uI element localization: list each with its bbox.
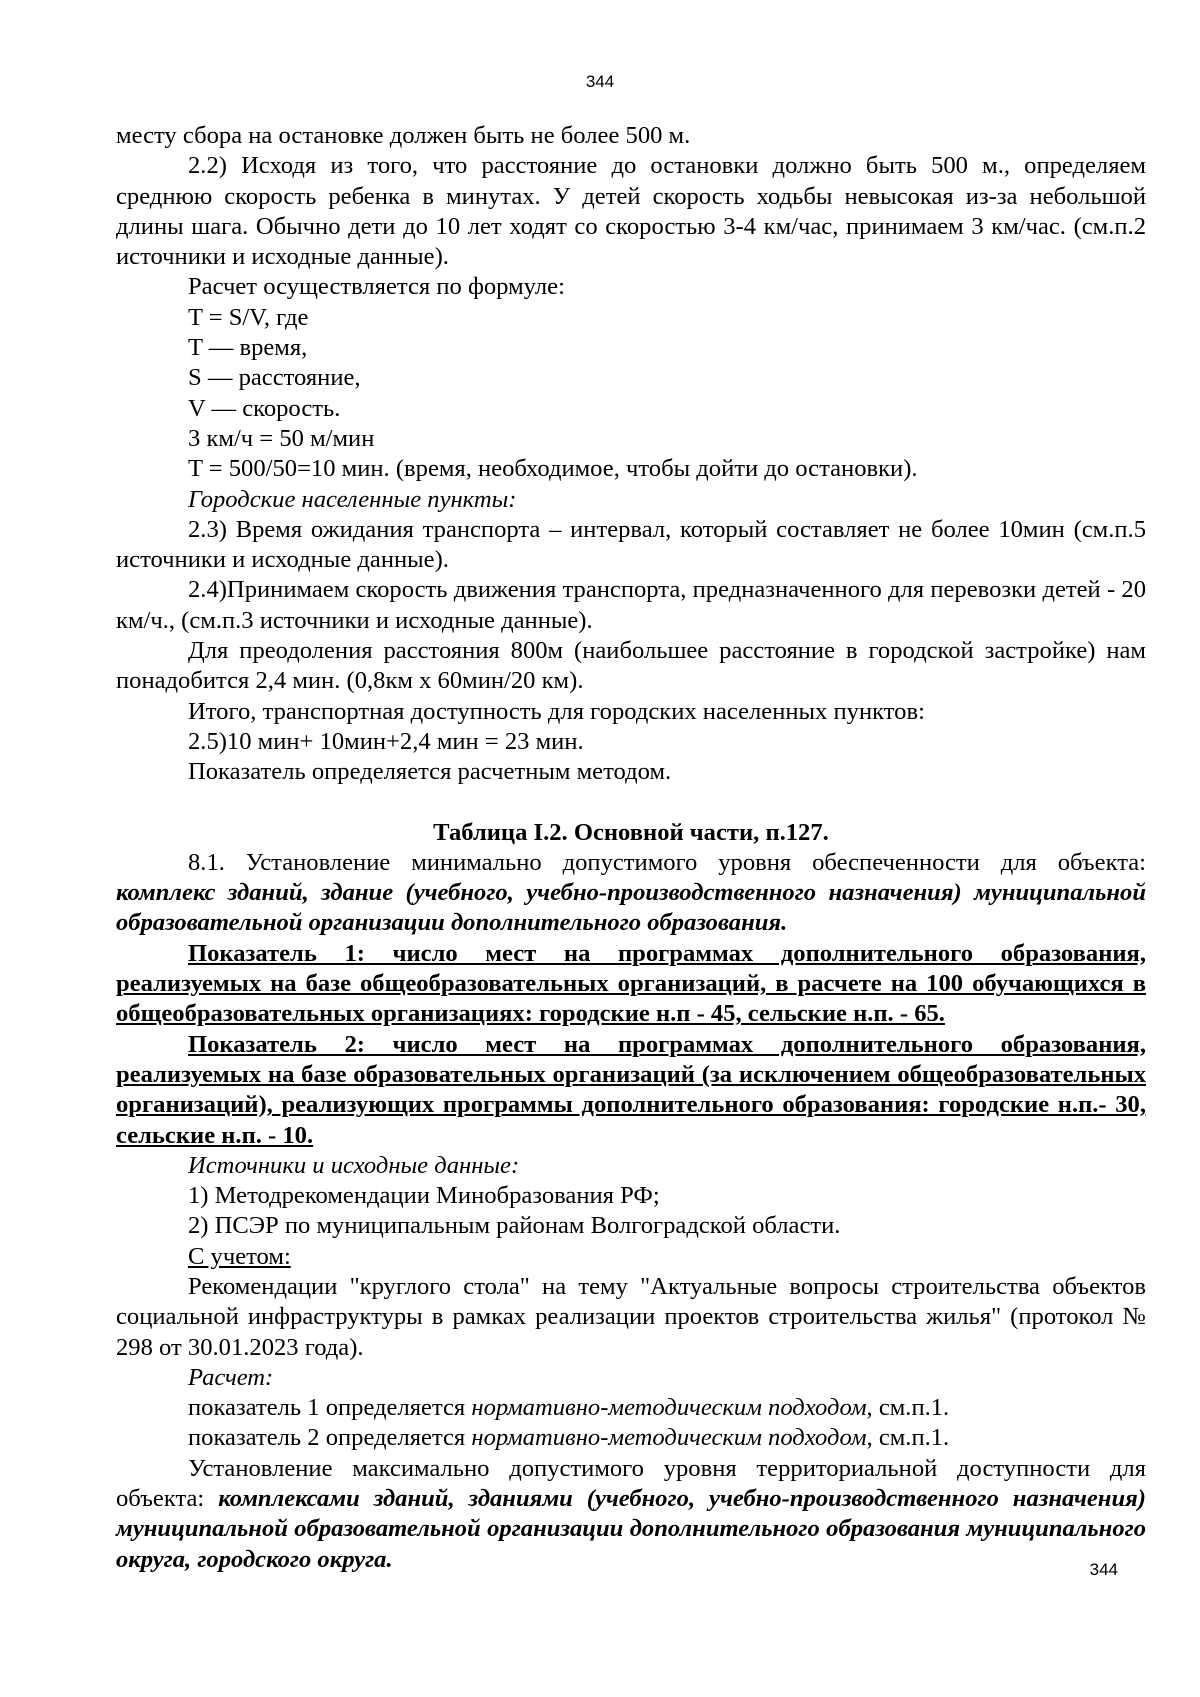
source-item-2: 2) ПСЭР по муниципальным районам Волгоградской области. bbox=[188, 1212, 841, 1240]
document-body bbox=[116, 121, 1146, 1575]
calc-1-method: нормативно-методическим подходом bbox=[471, 1394, 867, 1422]
paragraph-distance: Для преодоления расстояния 800м (наибольшее расстояние в городской застройке) нам понадобится 2,4 мин. (0,8км х 60мин/20 км). bbox=[116, 637, 1146, 695]
paragraph-2-4: 2.4)Принимаем скорость движения транспорта, предназначенного для перевозки детей - 20 км/ч., (см.п.3 источники и исходные данные). bbox=[116, 576, 1146, 634]
calc-2-suffix: , см.п.1. bbox=[866, 1424, 950, 1452]
max-accessibility-object: комплексами зданий, зданиями (учебного, учебно-производственного назначения) муниципальной образовательной организации дополнительного образования муниципального округа, городского округа. bbox=[116, 1485, 1146, 1573]
formula-def-time: T — время, bbox=[188, 334, 308, 362]
calculation-heading: Расчет: bbox=[188, 1363, 274, 1391]
formula-def-speed: V — скорость. bbox=[188, 394, 341, 422]
paragraph-8-1-text: 8.1. Установление минимально допустимого уровня обеспеченности для объекта: bbox=[188, 848, 1146, 876]
indicator-1: Показатель 1: число мест на программах дополнительного образования, реализуемых на базе общеобразовательных организаций, в расчете на 100 обучающихся в общеобразовательных организациях: городские н.п - 45, сельские н.п. - 65. bbox=[116, 939, 1146, 1028]
section-title: Таблица I.2. Основной части, п.127. bbox=[433, 818, 829, 846]
time-calculation: T = 500/50=10 мин. (время, необходимое, чтобы дойти до остановки). bbox=[188, 455, 918, 483]
calc-1-prefix: показатель 1 определяется bbox=[188, 1394, 472, 1422]
calc-2-prefix: показатель 2 определяется bbox=[188, 1424, 472, 1452]
sources-heading: Источники и исходные данные: bbox=[188, 1151, 520, 1179]
indicator-2: Показатель 2: число мест на программах дополнительного образования, реализуемых на базе образовательных организаций (за исключением общеобразовательных организаций), реализующих программы дополнительного образования: городские н.п.- 30, сельские н.п. - 10. bbox=[116, 1030, 1146, 1149]
roundtable-recommendation: Рекомендации "круглого стола" на тему "Актуальные вопросы строительства объектов социальной инфраструктуры в рамках реализации проектов строительства жилья" (протокол № 298 от 30.01.2023 года). bbox=[116, 1272, 1146, 1361]
calculation-item-1 bbox=[116, 1393, 1146, 1423]
paragraph-method: Показатель определяется расчетным методом. bbox=[188, 758, 672, 786]
page-number-top: 344 bbox=[585, 72, 615, 91]
calculation-item-2 bbox=[116, 1423, 1146, 1453]
calc-1-suffix: , см.п.1. bbox=[866, 1394, 950, 1422]
calc-2-method: нормативно-методическим подходом bbox=[471, 1424, 867, 1452]
paragraph-2-2: 2.2) Исходя из того, что расстояние до остановки должно быть 500 м., определяем среднюю скорость ребенка в минутах. У детей скорость ходьбы невысокая из-за небольшой длины шага. Обычно дети до 10 лет ходят со скоростью 3-4 км/час, принимаем 3 км/час. (см.п.2 источники и исходные данные). bbox=[116, 152, 1146, 271]
paragraph-max-accessibility bbox=[116, 1454, 1146, 1575]
paragraph-8-1 bbox=[116, 848, 1146, 939]
page-number-bottom: 344 bbox=[1089, 1560, 1118, 1579]
speed-conversion: 3 км/ч = 50 м/мин bbox=[188, 424, 375, 452]
formula-line: T = S/V, где bbox=[188, 303, 309, 331]
formula-intro: Расчет осуществляется по формуле: bbox=[188, 273, 565, 301]
paragraph-2-3: 2.3) Время ожидания транспорта – интервал, который составляет не более 10мин (см.п.5 источники и исходные данные). bbox=[116, 515, 1146, 574]
paragraph-2-5: 2.5)10 мин+ 10мин+2,4 мин = 23 мин. bbox=[188, 727, 584, 755]
urban-settlements-heading: Городские населенные пункты: bbox=[188, 485, 517, 513]
with-account-heading: С учетом: bbox=[188, 1242, 291, 1270]
source-item-1: 1) Методрекомендации Минобразования РФ; bbox=[188, 1182, 660, 1210]
formula-def-distance: S — расстояние, bbox=[188, 364, 361, 392]
paragraph-total: Итого, транспортная доступность для городских населенных пунктов: bbox=[188, 697, 925, 725]
paragraph-8-1-object: комплекс зданий, здание (учебного, учебно-производственного назначения) муниципальной образовательной организации дополнительного образования. bbox=[116, 879, 1146, 937]
paragraph-continuation: месту сбора на остановке должен быть не более 500 м. bbox=[116, 122, 691, 149]
max-accessibility-text: Установление максимально допустимого уровня территориальной доступности для объекта: bbox=[116, 1454, 1146, 1513]
